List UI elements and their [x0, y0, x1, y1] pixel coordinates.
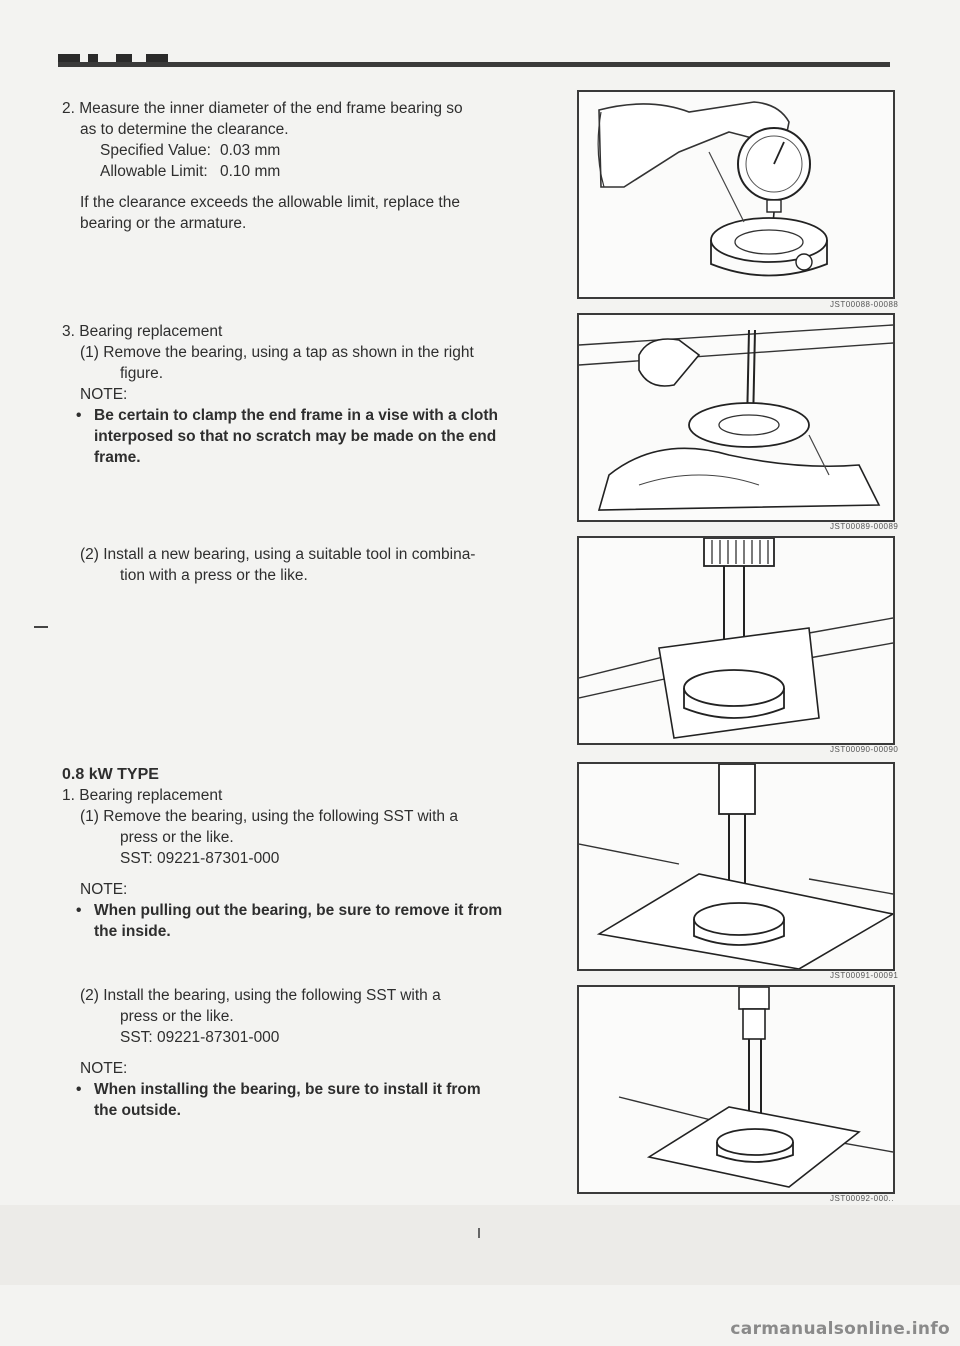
- step3-sub1-line2: figure.: [120, 365, 164, 382]
- step2-note2: bearing or the armature.: [80, 215, 247, 232]
- kw-step1-title: 1. Bearing replacement: [62, 787, 223, 804]
- step3-bullet1-line2: interposed so that no scratch may be made on the end: [94, 428, 497, 445]
- step3-sub1-line1: (1) Remove the bearing, using a tap as shown in the right: [80, 344, 474, 361]
- kw-sub2-sst: SST: 09221-87301-000: [120, 1029, 280, 1046]
- step3-note-label: NOTE:: [80, 386, 128, 403]
- spec-label: Specified Value:: [100, 142, 211, 159]
- step3-sub2-line1: (2) Install a new bearing, using a suitable tool in combina-: [80, 546, 476, 563]
- figure-sst-removal: [577, 762, 895, 971]
- figure1-code: JST00088-00088: [830, 300, 899, 309]
- step2-note1: If the clearance exceeds the allowable limit, replace the: [80, 194, 460, 211]
- margin-dash: [34, 626, 48, 628]
- step2-block: [62, 98, 562, 234]
- kw-note1-label: NOTE:: [80, 881, 128, 898]
- step3-bullet1-line1: • Be certain to clamp the end frame in a vise with a cloth: [62, 405, 562, 426]
- header-rule: [58, 62, 890, 67]
- kw-sub2-line1: (2) Install the bearing, using the following SST with a: [80, 987, 441, 1004]
- step3-block: [62, 321, 562, 468]
- kw-bullet1-line1: • When pulling out the bearing, be sure to remove it from: [62, 900, 562, 921]
- figure5-code: JST00092-000..: [830, 1194, 894, 1203]
- footer-band: [0, 1205, 960, 1285]
- kw-sub2-line2: press or the like.: [120, 1008, 234, 1025]
- kw-note2-label: NOTE:: [80, 1060, 128, 1077]
- figure-sst-install: [577, 985, 895, 1194]
- footer-tick: [478, 1228, 480, 1238]
- figure-bearing-install: [577, 536, 895, 745]
- step3-bullet1-line3: frame.: [94, 449, 141, 466]
- step2-line1: 2. Measure the inner diameter of the end frame bearing so: [62, 100, 463, 117]
- spec-row: [62, 140, 562, 161]
- watermark-text: carmanualsonline.info: [730, 1319, 950, 1339]
- kw-sub1-line2: press or the like.: [120, 829, 234, 846]
- kw-sub2-block: [62, 985, 562, 1121]
- figure2-code: JST00089-00089: [830, 522, 899, 531]
- kw-block: [62, 764, 562, 942]
- step2-line2: as to determine the clearance.: [80, 121, 289, 138]
- limit-row: [62, 161, 562, 182]
- kw-sub1-line1: (1) Remove the bearing, using the following SST with a: [80, 808, 458, 825]
- kw-bullet2-line1: • When installing the bearing, be sure to install it from: [62, 1079, 562, 1100]
- bearing-install-illustration: [579, 538, 893, 743]
- kw-sub1-sst: SST: 09221-87301-000: [120, 850, 280, 867]
- figure4-code: JST00091-00091: [830, 971, 899, 980]
- step3-sub2-line2: tion with a press or the like.: [120, 567, 308, 584]
- figure-tap-removal: [577, 313, 895, 522]
- spec-value: 0.03 mm: [220, 142, 281, 159]
- sst-removal-illustration: [579, 764, 893, 969]
- dial-gauge-illustration: [579, 92, 893, 297]
- kw-bullet2-line2: the outside.: [94, 1102, 181, 1119]
- step3-title: 3. Bearing replacement: [62, 323, 223, 340]
- kw-section-title: 0.8 kW TYPE: [62, 766, 159, 783]
- sst-install-illustration: [579, 987, 893, 1192]
- figure-dial-gauge: [577, 90, 895, 299]
- figure3-code: JST00090-00090: [830, 745, 899, 754]
- limit-value: 0.10 mm: [220, 163, 281, 180]
- limit-label: Allowable Limit:: [100, 163, 208, 180]
- kw-bullet1-line2: the inside.: [94, 923, 171, 940]
- tap-removal-illustration: [579, 315, 893, 520]
- step3-sub2-block: [62, 544, 562, 586]
